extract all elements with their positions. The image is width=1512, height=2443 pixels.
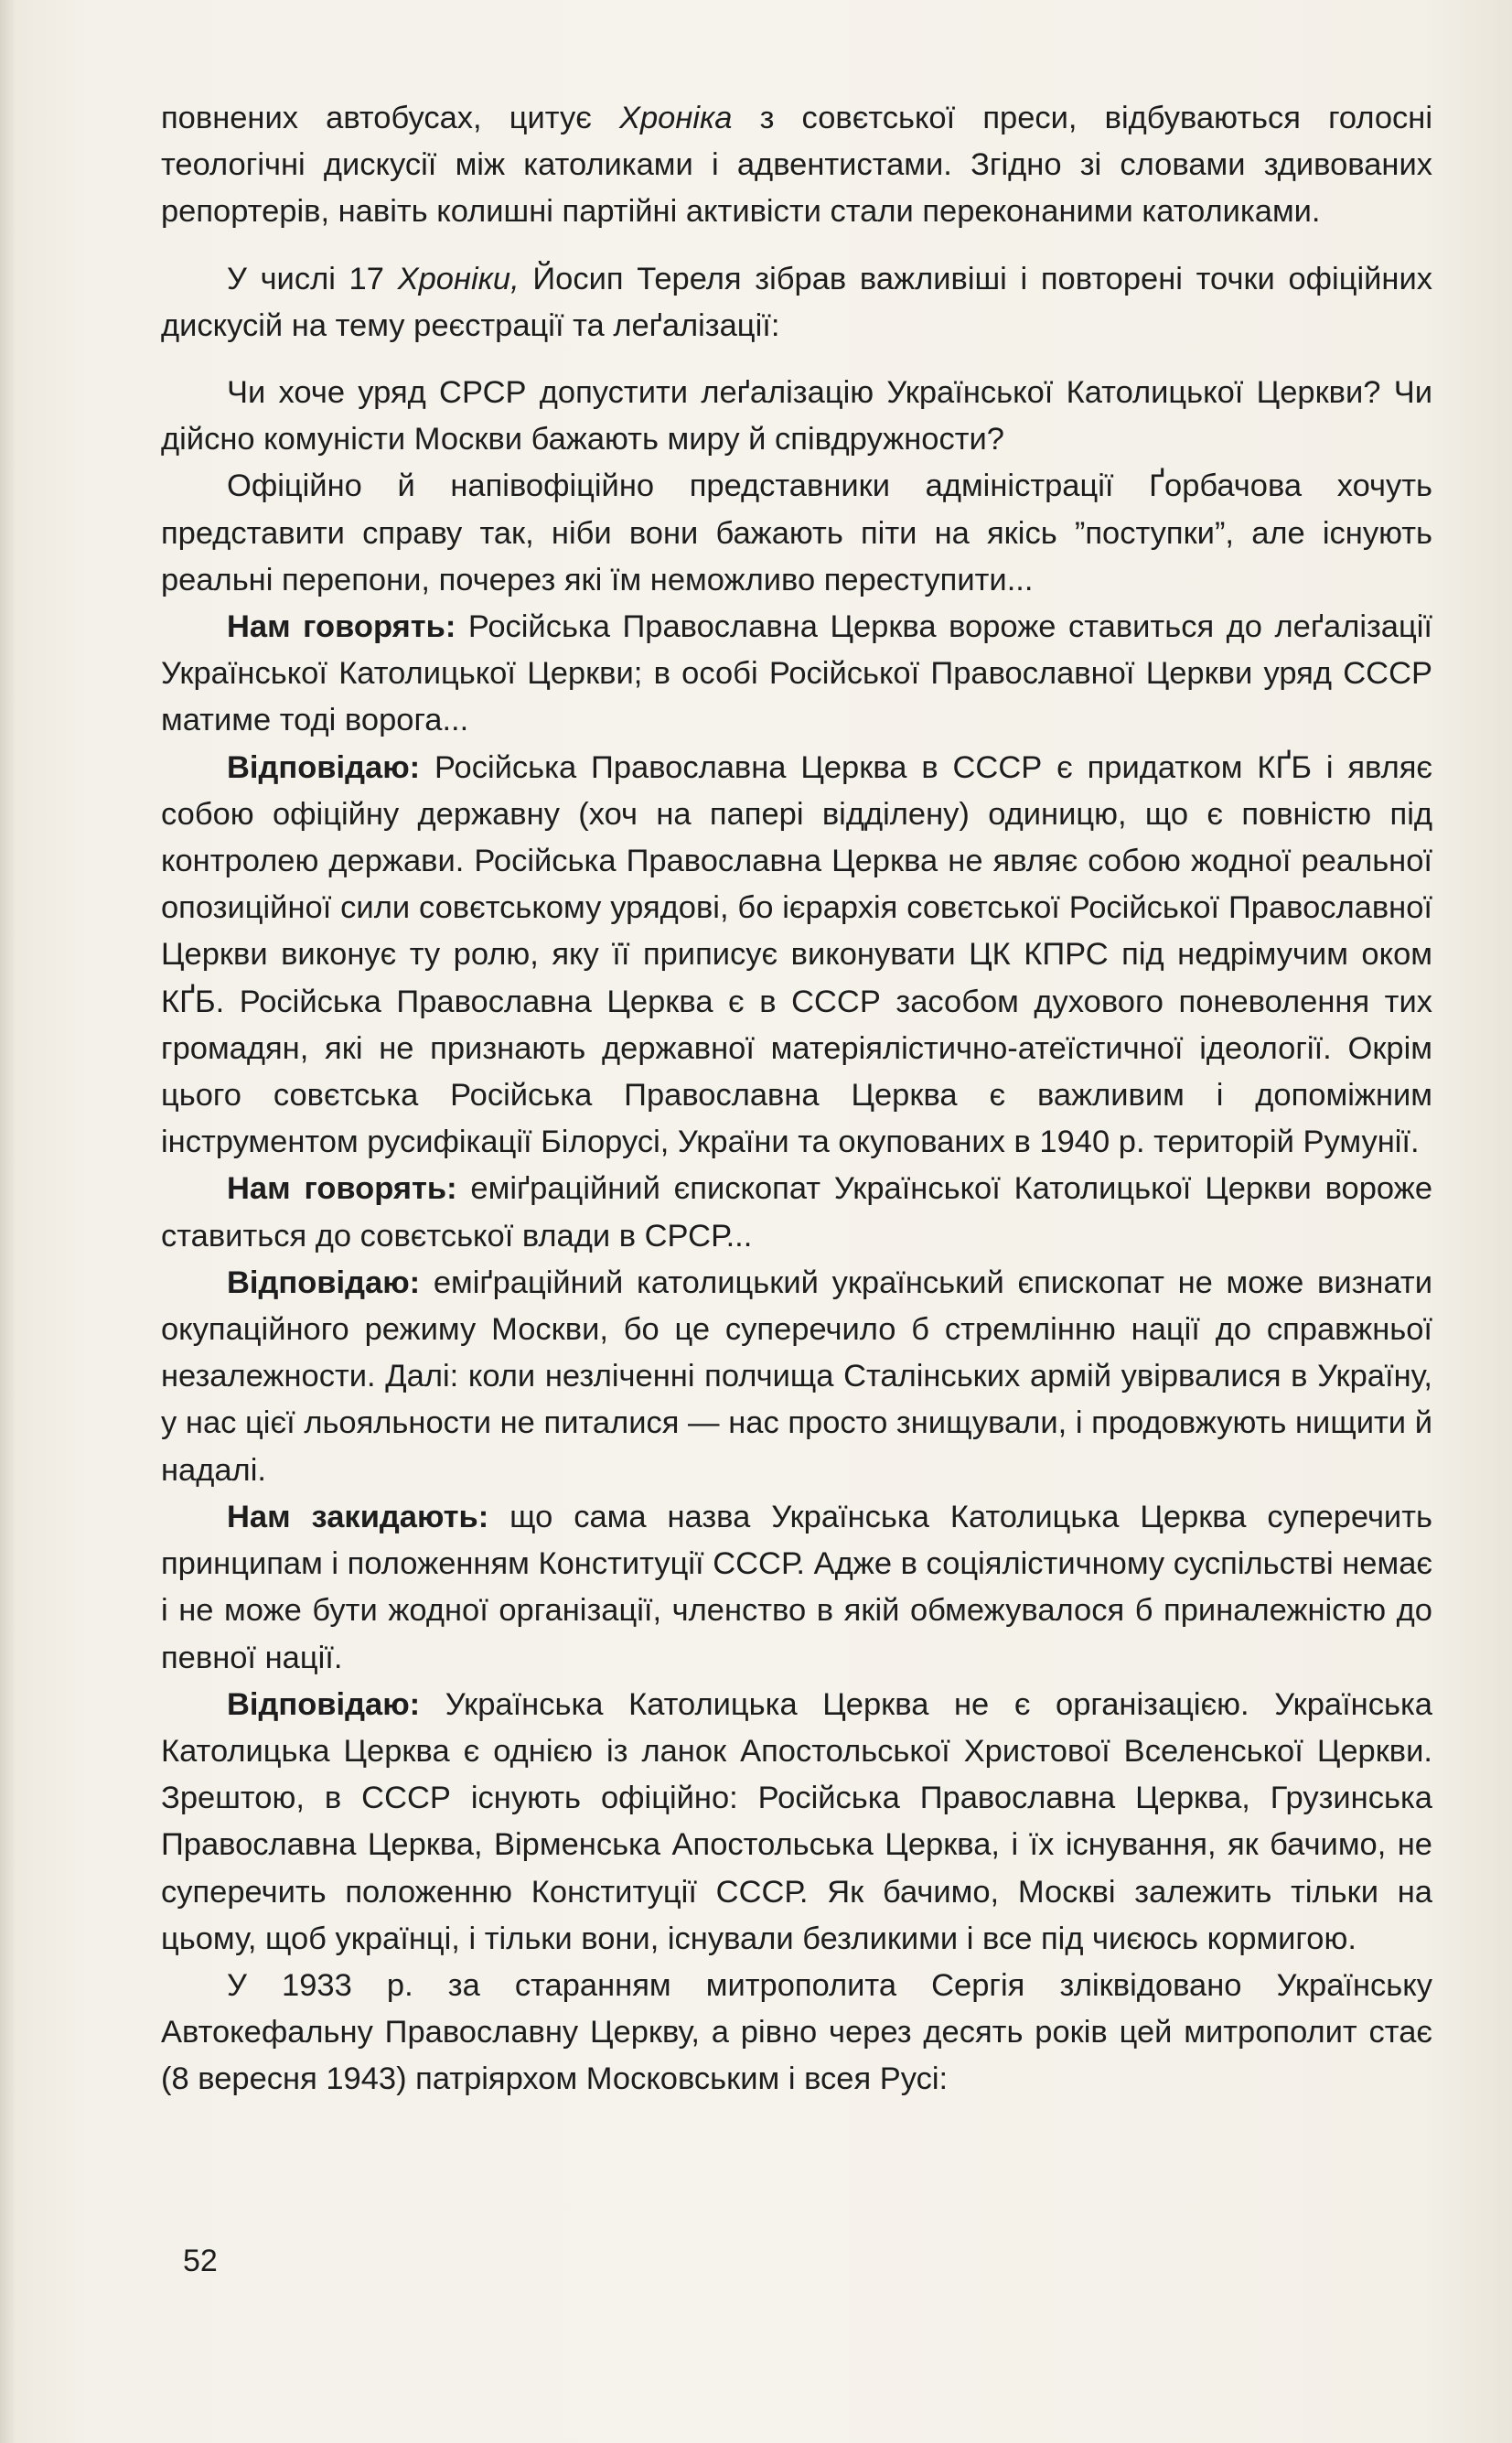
lead-in-i-answer: Відповідаю:	[227, 1686, 421, 1722]
lead-in-we-are-told: Нам говорять:	[227, 609, 456, 645]
paragraph-8: Відповідаю: еміґраційний католицький український єпископат не може визнати окупаційного режиму Москви, бо це суперечило б стремлінню нації до справжньої незалежности. Далі: коли незліченні полчища Сталінських армій увірвалися в Україну, у нас цієї льояльности не питалися — нас просто знищували, і продовжують нищити й надалі.	[161, 1265, 1432, 1488]
lead-in-i-answer: Відповідаю:	[227, 1265, 421, 1300]
paragraph-1: повнених автобусах, цитує Хроніка з совєтської преси, відбуваються голосні теологічні дискусії між католиками і адвентистами. Згідно зі словами здивованих репортерів, навіть колишні партійні активісти стали переконаними католиками.	[161, 101, 1433, 230]
lead-in-we-are-reproached: Нам закидають:	[227, 1499, 489, 1534]
page-number: 52	[183, 2244, 218, 2278]
body-text	[161, 95, 1432, 2104]
lead-in-we-are-told: Нам говорять:	[227, 1171, 457, 1207]
lead-in-i-answer: Відповідаю:	[227, 749, 421, 785]
paragraph-6: Відповідаю: Російська Православна Церква в СССР є придатком КҐБ і являє собою офіційну державну (хоч на папері відділену) одиницю, що є повністю під контролею держави. Російська Православна Церква не являє собою жодної реальної опозиційної сили совєтському урядові, бо ієрархія совєтської Російської Православної Церкви виконує ту ролю, яку її приписує виконувати ЦК КПРС під недрімучим оком КҐБ. Російська Православна Церква є в СССР засобом духового поневолення тих громадян, які не признають державної матеріялістично-атеїстичної ідеології. Окрім цього совєтська Російська Православна Церква є важливим і допоміжним інструментом русифікації Білорусі, України та окупованих в 1940 р. територій Румунії.	[161, 749, 1432, 1160]
paragraph-11: У 1933 р. за старанням митрополита Сергія зліквідовано Українську Автокефальну Православну Церкву, а рівно через десять років цей митрополит стає (8 вересня 1943) патріярхом Московським і всея Русі:	[161, 1967, 1432, 2097]
paragraph-4: Офіційно й напівофіційно представники адміністрації Ґорбачова хочуть представити справу так, ніби вони бажають піти на якісь ”поступки”, але існують реальні перепони, почерез які їм неможливо переступити...	[161, 468, 1432, 597]
page-binding-shadow	[0, 0, 16, 2443]
paragraph-3: Чи хоче уряд СРСР допустити леґалізацію Української Католицької Церкви? Чи дійсно комуністи Москви бажають миру й співдружности?	[161, 375, 1432, 457]
paragraph-2: У числі 17 Хроніки, Йосип Тереля зібрав важливіші і повторені точки офіційних дискусій на тему реєстрації та леґалізації:	[161, 261, 1432, 343]
paragraph-5: Нам говорять: Російська Православна Церква вороже ставиться до леґалізації Української Католицької Церкви; в особі Російської Православної Церкви уряд СССР матиме тоді ворога...	[161, 609, 1432, 738]
paragraph-10: Відповідаю: Українська Католицька Церква не є організацією. Українська Католицька Церква є однією із ланок Апостольської Христової Вселенської Церкви. Зрештою, в СССР існують офіційно: Російська Православна Церква, Грузинська Православна Церква, Вірменська Апостольська Церква, і їх існування, як бачимо, не суперечить положенню Конституції СССР. Як бачимо, Москві залежить тільки на цьому, щоб українці, і тільки вони, існували безликими і все під чиєюсь кормигою.	[161, 1686, 1432, 1956]
paragraph-7: Нам говорять: еміґраційний єпископат Української Католицької Церкви вороже ставиться до совєтської влади в СРСР...	[161, 1171, 1433, 1254]
paragraph-9: Нам закидають: що сама назва Українська Католицька Церква суперечить принципам і положенням Конституції СССР. Адже в соціялістичному суспільстві немає і не може бути жодної організації, членство в якій обмежувалося б приналежністю до певної нації.	[161, 1499, 1432, 1675]
